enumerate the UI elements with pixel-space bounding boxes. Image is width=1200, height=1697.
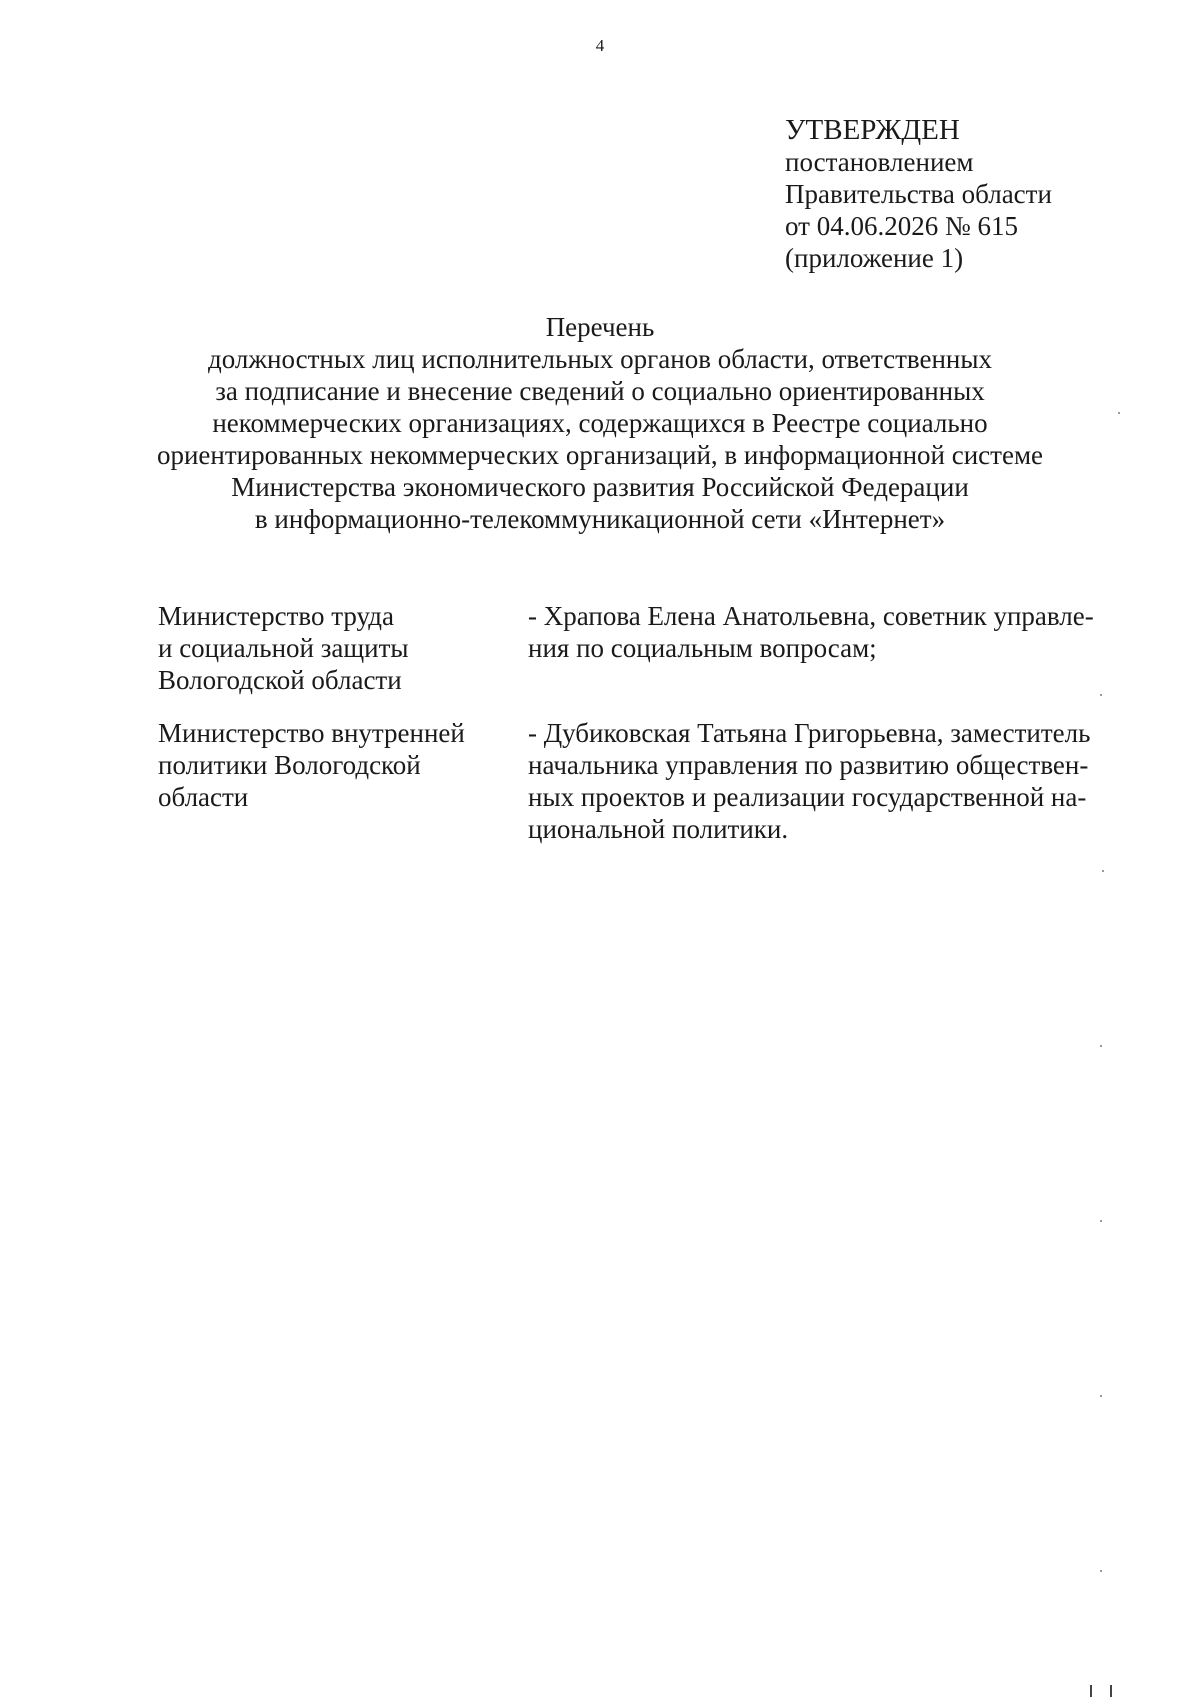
official-line: - Дубиковская Татьяна Григорьевна, заместитель	[528, 718, 1091, 748]
page-number: 4	[595, 36, 605, 55]
official-line: ния по социальным вопросам;	[528, 633, 877, 663]
ministry-line: Министерство внутренней	[158, 718, 465, 748]
ministry-line: Министерство труда	[158, 601, 395, 631]
officials-list	[158, 600, 1128, 866]
title-line: за подписание и внесение сведений о социально ориентированных	[215, 376, 985, 406]
ministry-line: области	[158, 782, 249, 812]
scan-artifact	[1090, 1685, 1092, 1697]
approval-line: Правительства области	[785, 179, 1052, 209]
list-item	[158, 717, 1128, 845]
ministry-line: и социальной защиты	[158, 633, 409, 663]
ministry-line: политики Вологодской	[158, 750, 421, 780]
title-line: в информационно-телекоммуникационной сети «Интернет»	[254, 504, 946, 534]
scan-artifact	[1100, 1220, 1102, 1222]
scan-artifact	[1102, 870, 1104, 872]
official-line: ных проектов и реализации государственной на-	[528, 782, 1087, 812]
list-item	[158, 600, 1128, 696]
official-line: циональной политики.	[528, 814, 789, 844]
approval-line: (приложение 1)	[785, 243, 964, 273]
official-details	[528, 600, 1128, 696]
approval-heading: УТВЕРЖДЕН	[785, 114, 960, 146]
title-line: некоммерческих организациях, содержащихся в Реестре социально	[212, 408, 988, 438]
official-line: начальника управления по развитию обществен-	[528, 750, 1089, 780]
title-line: Министерства экономического развития Российской Федерации	[231, 472, 969, 502]
scan-artifact	[1100, 1045, 1102, 1047]
title-heading: Перечень	[545, 312, 655, 342]
title-line: ориентированных некоммерческих организаций, в информационной системе	[156, 440, 1044, 470]
official-details	[528, 717, 1128, 845]
approval-line: постановлением	[785, 147, 974, 177]
official-line: - Храпова Елена Анатольевна, советник управле-	[528, 601, 1094, 631]
scan-artifact	[1100, 1395, 1102, 1397]
ministry-line: Вологодской области	[158, 665, 402, 695]
scan-artifact	[1100, 694, 1102, 696]
ministry-name	[158, 600, 528, 696]
title-line: должностных лиц исполнительных органов области, ответственных	[208, 344, 992, 374]
approval-stamp	[785, 114, 1145, 274]
ministry-name	[158, 717, 528, 845]
scan-artifact	[1100, 1570, 1102, 1572]
scan-artifact	[1110, 1685, 1112, 1697]
document-title	[150, 311, 1050, 535]
approval-line: от 04.06.2026 № 615	[785, 211, 1018, 241]
scan-artifact	[1118, 412, 1120, 414]
